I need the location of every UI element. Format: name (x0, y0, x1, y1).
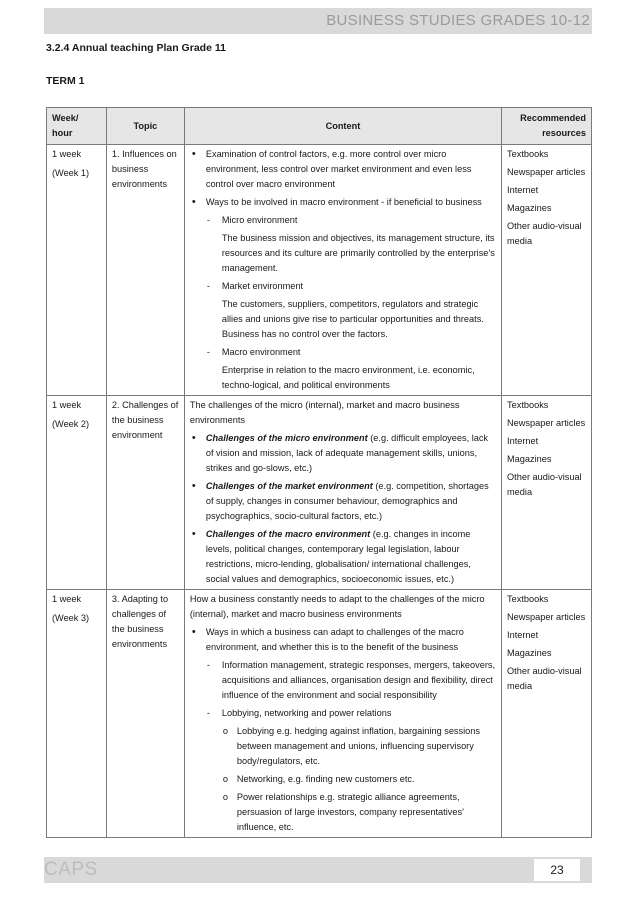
week-number: (Week 1) (52, 168, 90, 178)
circle-bullet-mark: o (222, 774, 228, 784)
sub-item-text: Lobbying e.g. hedging against inflation, bargaining sessions between management and unions, influencing supervisory body/regulators, etc. (236, 726, 480, 766)
sub-item-text: Power relationships e.g. strategic alliance agreements, persuasion of large investors, company representatives’ influence, etc. (236, 792, 464, 832)
week-duration: 1 week (52, 149, 82, 159)
content-bullet (190, 479, 496, 524)
resource-item: Other audio-visual media (507, 221, 582, 246)
topic-cell: 1. Influences on business environments (106, 145, 184, 396)
resource-item: Internet (507, 630, 539, 640)
dash-mark: - (206, 347, 210, 357)
table-row (47, 590, 592, 838)
content-sub-item (190, 790, 496, 835)
week-number: (Week 2) (52, 419, 90, 429)
bullet-heading: Challenges of the macro environment (205, 529, 371, 539)
header-topic: Topic (106, 108, 184, 145)
week-cell (47, 145, 107, 396)
content-bullet: • Ways to be involved in macro environment - if beneficial to business (190, 195, 496, 210)
dash-mark: - (206, 708, 210, 718)
bullet-text: (e.g. changes in income levels, political changes, contemporary legal legislation, labour restrictions, micro-lending, globalisation/ international challenges, social values and demographics, socioeconomic issues, etc.) (205, 529, 471, 584)
footer-bar (44, 857, 592, 883)
table-header-row (47, 108, 592, 145)
content-dash-item (190, 279, 496, 294)
topic-cell: 2. Challenges of the business environment (106, 396, 184, 590)
dash-text: Lobbying, networking and power relations (221, 708, 392, 718)
content-cell (184, 396, 501, 590)
table-row (47, 396, 592, 590)
circle-bullet-mark: o (222, 792, 228, 802)
resource-item: Magazines (507, 648, 552, 658)
content-intro: The challenges of the micro (internal), market and macro business environments (189, 400, 460, 425)
resource-item: Newspaper articles (507, 418, 586, 428)
resource-item: Magazines (507, 454, 552, 464)
header-resources: Recommended resources (502, 108, 592, 145)
bullet-heading: Challenges of the micro environment (205, 433, 368, 443)
header-content: Content (184, 108, 501, 145)
dash-mark: - (206, 215, 210, 225)
content-bullet: • Ways in which a business can adapt to challenges of the macro environment, and whether this is to the benefit of the business (190, 625, 496, 655)
week-duration: 1 week (52, 400, 82, 410)
resource-item: Other audio-visual media (507, 666, 582, 691)
page-header-title: BUSINESS STUDIES GRADES 10-12 (326, 12, 590, 29)
content-bullet (190, 431, 496, 476)
content-dash-item (190, 706, 496, 721)
content-dash-item (190, 213, 496, 228)
dash-text: Information management, strategic responses, mergers, takeovers, acquisitions and alliances, organisation design and flexibility, direct influence of the environment and social responsibility (221, 660, 496, 700)
week-cell (47, 590, 107, 838)
circle-bullet-mark: o (222, 726, 228, 736)
resource-item: Magazines (507, 203, 552, 213)
dash-mark: - (206, 281, 210, 291)
resources-cell (502, 145, 592, 396)
bullet-text: (e.g. competition, shortages of supply, changes in consumer behaviour, demographics and psychographics, socio-cultural factors, etc.) (205, 481, 489, 521)
resource-item: Textbooks (507, 400, 549, 410)
content-bullet: • Examination of control factors, e.g. more control over micro environment, less control over market environment and even less control over macro environment (190, 147, 496, 192)
dash-text: Micro environment (221, 215, 298, 225)
content-paragraph: Enterprise in relation to the macro environment, i.e. economic, techno-logical, and political environments (221, 365, 475, 390)
resource-item: Internet (507, 185, 539, 195)
content-bullet (190, 527, 496, 587)
content-dash-item (190, 658, 496, 703)
section-title: 3.2.4 Annual teaching Plan Grade 11 (46, 42, 226, 54)
content-sub-item (190, 772, 496, 787)
topic-cell: 3. Adapting to challenges of the business environments (106, 590, 184, 838)
content-intro: How a business constantly needs to adapt to the challenges of the micro (internal), market and macro business environments (189, 594, 485, 619)
dash-text: Macro environment (221, 347, 301, 357)
week-cell (47, 396, 107, 590)
content-cell (184, 590, 501, 838)
week-duration: 1 week (52, 594, 82, 604)
resource-item: Internet (507, 436, 539, 446)
resources-cell (502, 590, 592, 838)
resources-cell (502, 396, 592, 590)
header-week-hour: Week/ hour (47, 108, 107, 145)
term-title: TERM 1 (46, 75, 85, 87)
resource-item: Newspaper articles (507, 612, 586, 622)
dash-mark: - (206, 660, 210, 670)
week-number: (Week 3) (52, 613, 90, 623)
footer-caps-label: CAPS (44, 859, 98, 880)
bullet-text: (e.g. difficult employees, lack of vision and mission, lack of adequate management skills, unions, strikes and go-slows, etc.) (205, 433, 489, 473)
resource-item: Other audio-visual media (507, 472, 582, 497)
table-row (47, 145, 592, 396)
sub-item-text: Networking, e.g. finding new customers etc. (236, 774, 415, 784)
resource-item: Newspaper articles (507, 167, 586, 177)
content-paragraph: The customers, suppliers, competitors, regulators and strategic allies and unions give rise to particular opportunities and threats. Business has no control over the factors. (221, 299, 484, 339)
dash-text: Market environment (221, 281, 304, 291)
content-paragraph: The business mission and objectives, its management structure, its resources and its culture are primarily controlled by the enterprise’s management. (221, 233, 495, 273)
bullet-heading: Challenges of the market environment (205, 481, 373, 491)
content-dash-item (190, 345, 496, 360)
content-cell (184, 145, 501, 396)
content-sub-item (190, 724, 496, 769)
resource-item: Textbooks (507, 594, 549, 604)
resource-item: Textbooks (507, 149, 549, 159)
teaching-plan-table (46, 107, 592, 838)
page-number: 23 (534, 859, 580, 881)
